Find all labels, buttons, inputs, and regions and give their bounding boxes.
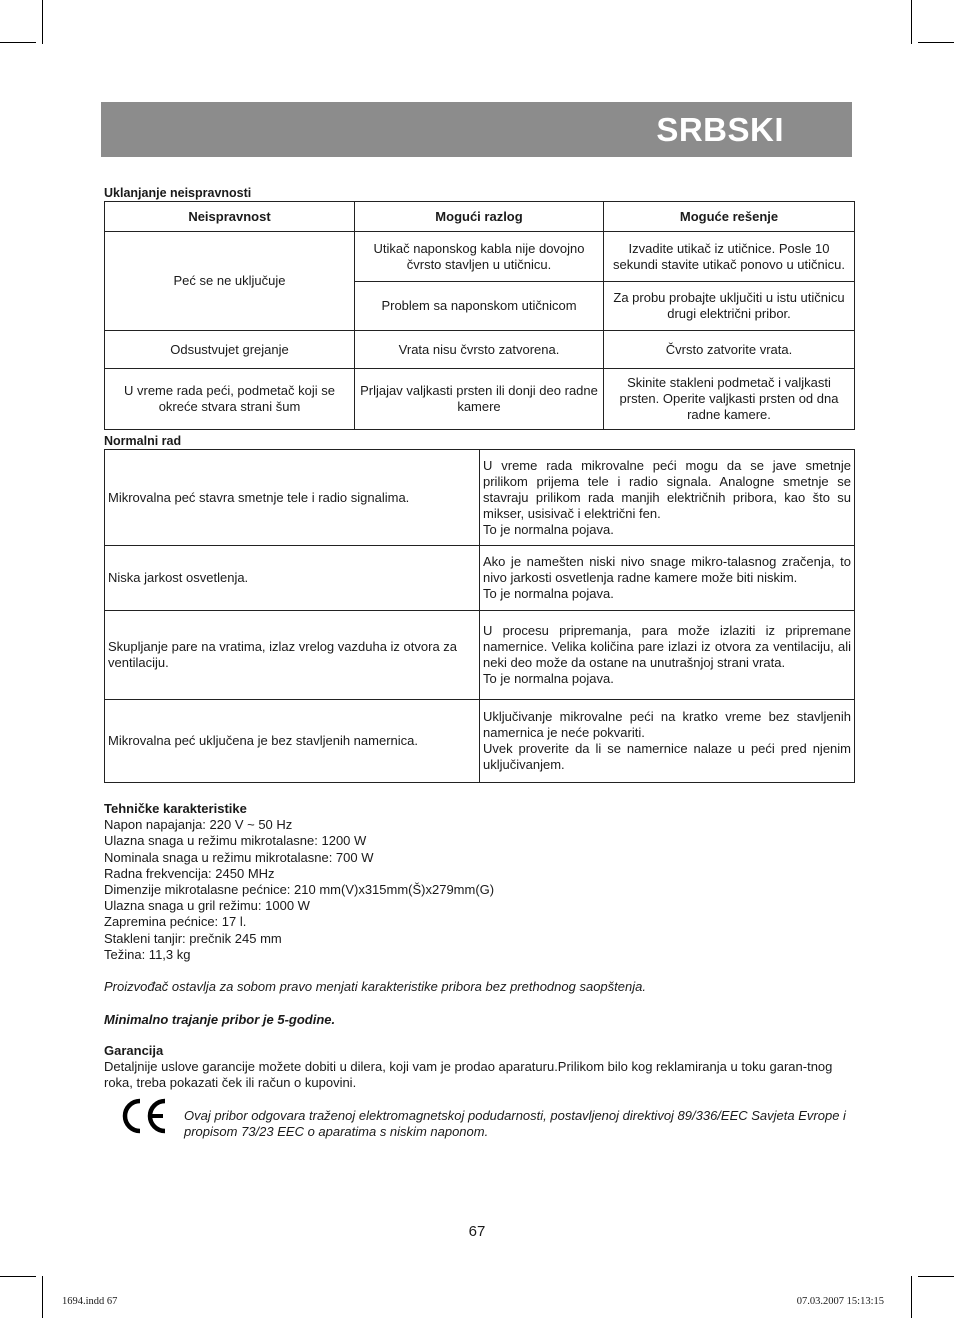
table-row bbox=[105, 546, 855, 611]
spec-line: Napon napajanja: 220 V ~ 50 Hz bbox=[104, 817, 293, 833]
solution-cell: Skinite stakleni podmetač i valjkasti prsten. Operite valjkasti prsten od dna radne kamere. bbox=[604, 369, 855, 430]
table-row bbox=[105, 331, 855, 369]
crop-mark bbox=[42, 0, 43, 44]
ce-declaration: Ovaj pribor odgovara traženoj elektromagnetskoj podudarnosti, postavljenoj direktivoj 89/336/EEC Savjeta Evrope i propisom 73/23 EEC o aparatima s niskim naponom. bbox=[184, 1108, 846, 1140]
explanation-note: Uvek proverite da li se namernice nalaze u peći pred njenim uključivanjem. bbox=[483, 741, 851, 772]
cause-cell: Problem sa naponskom utičnicom bbox=[355, 282, 604, 331]
specs-title: Tehničke karakteristike bbox=[104, 801, 247, 816]
footer-file: 1694.indd 67 bbox=[62, 1296, 118, 1307]
column-header: Mogući razlog bbox=[355, 202, 604, 232]
specifications bbox=[104, 801, 494, 963]
cause-cell: Vrata nisu čvrsto zatvorena. bbox=[355, 331, 604, 369]
troubleshooting-title: Uklanjanje neispravnosti bbox=[104, 186, 252, 200]
spec-line: Dimenzije mikrotalasne pećnice: 210 mm(V)x315mm(Š)x279mm(G) bbox=[104, 882, 495, 898]
situation-cell: Skupljanje pare na vratima, izlaz vrelog vazduha iz otvora za ventilaciju. bbox=[105, 611, 480, 700]
problem-cell: Odsustvujet grejanje bbox=[105, 331, 355, 369]
ce-mark-icon bbox=[120, 1097, 170, 1135]
explanation-cell bbox=[480, 700, 855, 783]
spec-line: Radna frekvencija: 2450 MHz bbox=[104, 865, 275, 881]
lifetime-note: Minimalno trajanje pribor je 5-godine. bbox=[104, 1012, 336, 1027]
table-row bbox=[105, 700, 855, 783]
troubleshooting-table bbox=[104, 201, 855, 430]
crop-mark bbox=[911, 0, 912, 44]
explanation-text: U vreme rada mikrovalne peći mogu da se jave smetnje prilikom prijema tele i radio signala. Analogne smetnje se stavraju prilikom rada manjih električnih pribora, kao što su mikser, usisivač i električni fen. bbox=[483, 457, 851, 521]
spec-line: Zapremina pećnice: 17 l. bbox=[104, 914, 247, 930]
crop-mark bbox=[911, 1276, 912, 1318]
solution-cell: Čvrsto zatvorite vrata. bbox=[604, 331, 855, 369]
spec-line: Stakleni tanjir: prečnik 245 mm bbox=[104, 930, 282, 946]
crop-mark bbox=[918, 42, 954, 43]
crop-mark bbox=[918, 1276, 954, 1277]
normal-operation-table bbox=[104, 449, 855, 783]
manufacturer-note: Proizvođač ostavlja za sobom pravo menjati karakteristike pribora bez prethodnog saopštenja. bbox=[104, 979, 646, 994]
table-header-row bbox=[105, 202, 855, 232]
explanation-text: Uključivanje mikrovalne peći na kratko vreme bez stavljenih namernica je neće pokvariti. bbox=[483, 709, 851, 740]
explanation-note: To je normalna pojava. bbox=[483, 586, 614, 601]
crop-mark bbox=[0, 1276, 36, 1277]
page-title: SRBSKI bbox=[656, 111, 784, 148]
spec-line: Ulazna snaga u režimu mikrotalasne: 1200 W bbox=[104, 833, 367, 849]
table-row bbox=[105, 611, 855, 700]
crop-mark bbox=[0, 42, 36, 43]
table-row bbox=[105, 369, 855, 430]
table-row bbox=[105, 232, 855, 282]
explanation-cell bbox=[480, 546, 855, 611]
crop-mark bbox=[42, 1276, 43, 1318]
explanation-text: Ako je namešten niski nivo snage mikro-talasnog zračenja, to nivo jarkosti osvetlenja radne kamere može biti niskim. bbox=[483, 554, 851, 585]
solution-cell: Izvadite utikač iz utičnice. Posle 10 sekundi stavite utikač ponovo u utičnicu. bbox=[604, 232, 855, 282]
column-header: Neispravnost bbox=[105, 202, 355, 232]
explanation-text: U procesu pripremanja, para može izlaziti iz pripremane namernice. Velika količina pare izlazi iz otvora za ventilaciju, ali neki deo može da ostane na unutrašnjoj strani vrata. bbox=[483, 623, 851, 670]
table-row bbox=[105, 450, 855, 546]
explanation-cell bbox=[480, 611, 855, 700]
cause-cell: Utikač naponskog kabla nije dovojno čvrsto stavljen u utičnicu. bbox=[355, 232, 604, 282]
solution-cell: Za probu probajte uključiti u istu utičnicu drugi električni pribor. bbox=[604, 282, 855, 331]
spec-line: Ulazna snaga u gril režimu: 1000 W bbox=[104, 898, 310, 914]
explanation-note: To je normalna pojava. bbox=[483, 671, 614, 686]
problem-cell: Peć se ne uključuje bbox=[105, 232, 355, 331]
problem-cell: U vreme rada peći, podmetač koji se okreće stvara strani šum bbox=[105, 369, 355, 430]
header-banner bbox=[101, 102, 852, 157]
situation-cell: Niska jarkost osvetlenja. bbox=[105, 546, 480, 611]
page-number: 67 bbox=[468, 1223, 486, 1240]
column-header: Moguće rešenje bbox=[604, 202, 855, 232]
footer-datetime: 07.03.2007 15:13:15 bbox=[796, 1296, 884, 1307]
spec-line: Težina: 11,3 kg bbox=[104, 946, 191, 962]
guarantee-title: Garancija bbox=[104, 1043, 164, 1058]
explanation-note: To je normalna pojava. bbox=[483, 521, 614, 537]
situation-cell: Mikrovalna peć uključena je bez stavljenih namernica. bbox=[105, 700, 480, 783]
guarantee-section bbox=[104, 1043, 854, 1092]
situation-cell: Mikrovalna peć stavra smetnje tele i radio signalima. bbox=[105, 450, 480, 546]
guarantee-text: Detaljnije uslove garancije možete dobiti u dilera, koji vam je prodao aparaturu.Prilikom bilo kog reklamiranja u toku garan-tnog roka, treba pokazati ček ili račun o kupovini. bbox=[104, 1059, 833, 1091]
spec-line: Nominala snaga u režimu mikrotalasne: 700 W bbox=[104, 849, 374, 865]
cause-cell: Prljajav valjkasti prsten ili donji deo radne kamere bbox=[355, 369, 604, 430]
normal-operation-title: Normalni rad bbox=[104, 434, 182, 448]
explanation-cell bbox=[480, 450, 855, 546]
